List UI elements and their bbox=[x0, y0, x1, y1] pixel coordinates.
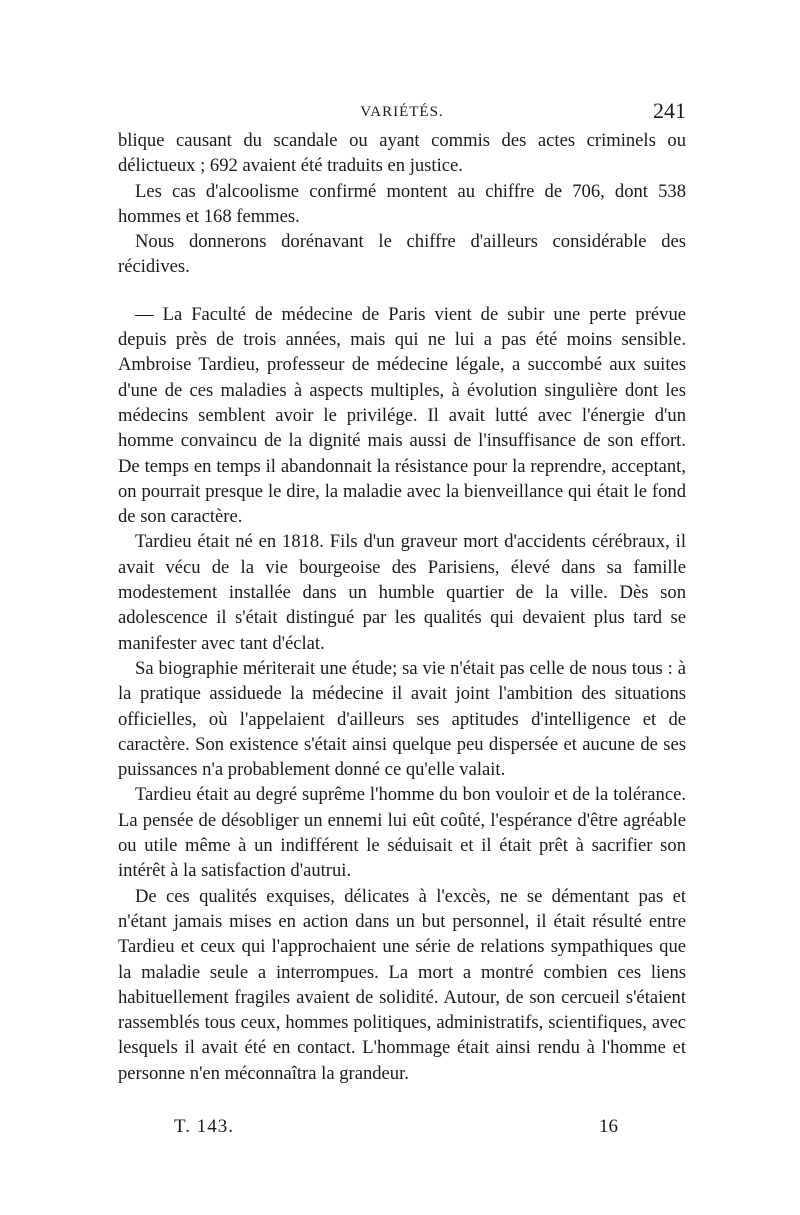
running-head bbox=[118, 98, 686, 126]
paragraph: Sa biographie mériterait une étude; sa vie n'était pas celle de nous tous : à la pratique assiduede la médecine il avait joint l'ambition des situations officielles, où l'appelaient d'ailleurs ses aptitudes d'intelligence et de caractère. Son existence s'était ainsi quelque peu dispersée et aucune de ses puissances n'a probablement donné ce qu'elle valait. bbox=[118, 657, 686, 781]
running-title: VARIÉTÉS. bbox=[360, 104, 444, 120]
volume-signature: T. 143. bbox=[174, 1116, 234, 1137]
body-text bbox=[118, 128, 686, 1086]
paragraph: — La Faculté de médecine de Paris vient de subir une perte prévue depuis près de trois années, mais qui ne lui a pas été moins sensible. Ambroise Tardieu, professeur de médecine légale, a succombé aux suites d'une de ces maladies à aspects multiples, à évolution singulière dont les médecins semblent avoir le privilége. Il avait lutté avec l'énergie d'un homme convaincu de la dignité mais aussi de l'insuffisance de son effort. De temps en temps il abandonnait la résistance pour la reprendre, acceptant, on pourrait presque le dire, la maladie avec la bienveillance qui était le fond de son caractère. bbox=[118, 303, 686, 528]
paragraph: blique causant du scandale ou ayant commis des actes criminels ou délictueux ; 692 avaient été traduits en justice. bbox=[118, 130, 686, 177]
paragraph: Tardieu était au degré suprême l'homme du bon vouloir et de la tolérance. La pensée de désobliger un ennemi lui eût coûté, l'espérance d'être agréable ou utile même à un indifférent le séduisait et il était prêt à sacrifier son intérêt à la satisfaction d'autrui. bbox=[118, 784, 686, 882]
paragraph: Tardieu était né en 1818. Fils d'un graveur mort d'accidents cérébraux, il avait vécu de la vie bourgeoise des Parisiens, élevé dans sa famille modestement installée dans un humble quartier de la ville. Dès son adolescence il s'était distingué par les qualités qui devaient plus tard se manifester avec tant d'éclat. bbox=[118, 531, 686, 654]
paragraph: Les cas d'alcoolisme confirmé montent au chiffre de 706, dont 538 hommes et 168 femmes. bbox=[118, 180, 686, 227]
gathering-signature: 16 bbox=[599, 1116, 618, 1137]
page-number: 241 bbox=[653, 98, 686, 123]
paragraph: De ces qualités exquises, délicates à l'excès, ne se démentant pas et n'étant jamais mises en action dans un but personnel, il était résulté entre Tardieu et ceux qui l'approchaient une série de relations sympathiques que la maladie seule a interrompues. La mort a montré combien ces liens habituellement fragiles avaient de solidité. Autour, de son cercueil s'étaient rassemblés tous ceux, hommes politiques, administratifs, scientifiques, avec lesquels il avait été en contact. L'hommage était ainsi rendu à l'homme et personne n'en méconnaîtra la grandeur. bbox=[118, 885, 686, 1084]
paragraph: Nous donnerons dorénavant le chiffre d'ailleurs considérable des récidives. bbox=[118, 231, 686, 278]
page-footer bbox=[118, 1116, 686, 1146]
